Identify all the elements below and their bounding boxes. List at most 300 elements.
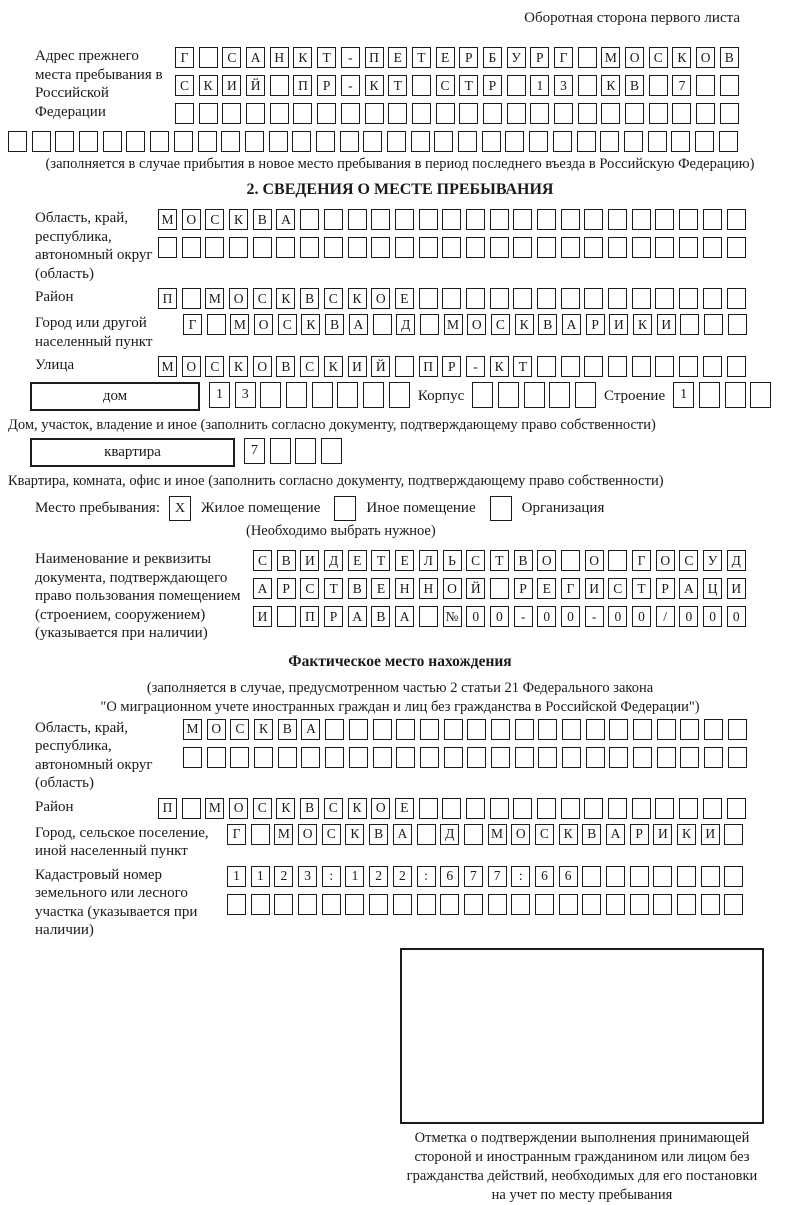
char-box[interactable] bbox=[630, 894, 649, 915]
char-box[interactable] bbox=[301, 747, 320, 768]
char-box[interactable] bbox=[507, 103, 526, 124]
char-box[interactable]: Г bbox=[554, 47, 573, 68]
char-box[interactable] bbox=[207, 314, 226, 335]
char-box[interactable] bbox=[606, 894, 625, 915]
char-box[interactable]: 1 bbox=[251, 866, 270, 887]
char-box[interactable] bbox=[727, 356, 746, 377]
char-box[interactable]: 2 bbox=[393, 866, 412, 887]
char-box[interactable] bbox=[582, 866, 601, 887]
char-box[interactable]: Т bbox=[371, 550, 390, 571]
char-box[interactable]: Е bbox=[395, 798, 414, 819]
char-box[interactable]: 1 bbox=[530, 75, 549, 96]
char-box[interactable]: К bbox=[276, 288, 295, 309]
char-box[interactable]: С bbox=[175, 75, 194, 96]
char-box[interactable] bbox=[389, 382, 410, 408]
char-box[interactable] bbox=[696, 75, 715, 96]
char-box[interactable]: И bbox=[585, 578, 604, 599]
char-box[interactable]: Т bbox=[513, 356, 532, 377]
char-box[interactable]: Е bbox=[348, 550, 367, 571]
char-box[interactable]: У bbox=[703, 550, 722, 571]
char-box[interactable] bbox=[575, 382, 596, 408]
char-box[interactable]: Ь bbox=[443, 550, 462, 571]
char-box[interactable] bbox=[419, 237, 438, 258]
char-box[interactable] bbox=[680, 747, 699, 768]
char-box[interactable] bbox=[679, 288, 698, 309]
char-box[interactable]: 6 bbox=[440, 866, 459, 887]
char-box[interactable]: Р bbox=[483, 75, 502, 96]
char-box[interactable]: 0 bbox=[632, 606, 651, 627]
char-box[interactable]: 0 bbox=[537, 606, 556, 627]
char-box[interactable] bbox=[229, 237, 248, 258]
char-box[interactable]: У bbox=[507, 47, 526, 68]
char-box[interactable] bbox=[251, 824, 270, 845]
char-box[interactable] bbox=[701, 866, 720, 887]
char-box[interactable]: В bbox=[514, 550, 533, 571]
char-box[interactable]: - bbox=[466, 356, 485, 377]
char-box[interactable]: В bbox=[325, 314, 344, 335]
char-box[interactable] bbox=[653, 894, 672, 915]
char-box[interactable]: И bbox=[653, 824, 672, 845]
char-box[interactable]: К bbox=[301, 314, 320, 335]
char-box[interactable] bbox=[553, 131, 572, 152]
char-box[interactable]: П bbox=[365, 47, 384, 68]
char-box[interactable]: К bbox=[365, 75, 384, 96]
char-box[interactable] bbox=[529, 131, 548, 152]
char-box[interactable]: М bbox=[205, 798, 224, 819]
char-box[interactable]: Г bbox=[175, 47, 194, 68]
char-box[interactable] bbox=[561, 798, 580, 819]
char-box[interactable] bbox=[530, 103, 549, 124]
char-box[interactable]: К bbox=[348, 288, 367, 309]
char-box[interactable]: М bbox=[158, 356, 177, 377]
char-box[interactable]: С bbox=[300, 356, 319, 377]
char-box[interactable] bbox=[750, 382, 771, 408]
char-box[interactable] bbox=[578, 47, 597, 68]
char-box[interactable]: 0 bbox=[703, 606, 722, 627]
char-box[interactable]: Г bbox=[561, 578, 580, 599]
char-box[interactable] bbox=[270, 103, 289, 124]
char-box[interactable]: С bbox=[324, 288, 343, 309]
char-box[interactable] bbox=[584, 209, 603, 230]
char-box[interactable]: А bbox=[606, 824, 625, 845]
char-box[interactable] bbox=[442, 237, 461, 258]
char-box[interactable] bbox=[537, 209, 556, 230]
char-box[interactable] bbox=[103, 131, 122, 152]
char-box[interactable] bbox=[396, 719, 415, 740]
char-box[interactable] bbox=[703, 209, 722, 230]
char-box[interactable] bbox=[657, 719, 676, 740]
char-box[interactable]: Т bbox=[459, 75, 478, 96]
char-box[interactable] bbox=[466, 209, 485, 230]
char-box[interactable] bbox=[562, 719, 581, 740]
char-box[interactable] bbox=[340, 131, 359, 152]
char-box[interactable]: О bbox=[207, 719, 226, 740]
char-box[interactable] bbox=[608, 798, 627, 819]
char-box[interactable] bbox=[507, 75, 526, 96]
char-box[interactable]: А bbox=[246, 47, 265, 68]
char-box[interactable] bbox=[199, 103, 218, 124]
char-box[interactable] bbox=[491, 747, 510, 768]
char-box[interactable]: С bbox=[205, 356, 224, 377]
char-box[interactable] bbox=[442, 798, 461, 819]
char-box[interactable]: Т bbox=[324, 578, 343, 599]
char-box[interactable]: С bbox=[322, 824, 341, 845]
char-box[interactable] bbox=[724, 894, 743, 915]
char-box[interactable] bbox=[608, 550, 627, 571]
char-box[interactable] bbox=[371, 209, 390, 230]
char-box[interactable]: О bbox=[467, 314, 486, 335]
char-box[interactable]: 1 bbox=[227, 866, 246, 887]
char-box[interactable]: 6 bbox=[559, 866, 578, 887]
char-box[interactable]: 0 bbox=[561, 606, 580, 627]
char-box[interactable]: К bbox=[254, 719, 273, 740]
char-box[interactable]: В bbox=[278, 719, 297, 740]
char-box[interactable]: 3 bbox=[554, 75, 573, 96]
char-box[interactable] bbox=[699, 382, 720, 408]
char-box[interactable] bbox=[464, 824, 483, 845]
char-box[interactable]: 1 bbox=[209, 382, 230, 408]
char-box[interactable] bbox=[515, 719, 534, 740]
char-box[interactable]: Р bbox=[317, 75, 336, 96]
char-box[interactable] bbox=[198, 131, 217, 152]
checkbox-organization[interactable] bbox=[490, 496, 512, 521]
char-box[interactable]: А bbox=[276, 209, 295, 230]
char-box[interactable]: М bbox=[158, 209, 177, 230]
char-box[interactable] bbox=[277, 606, 296, 627]
char-box[interactable] bbox=[537, 798, 556, 819]
char-box[interactable] bbox=[727, 209, 746, 230]
char-box[interactable] bbox=[417, 894, 436, 915]
char-box[interactable] bbox=[537, 237, 556, 258]
char-box[interactable] bbox=[511, 894, 530, 915]
char-box[interactable] bbox=[679, 209, 698, 230]
char-box[interactable]: Р bbox=[324, 606, 343, 627]
char-box[interactable] bbox=[632, 288, 651, 309]
char-box[interactable]: В bbox=[371, 606, 390, 627]
char-box[interactable]: Р bbox=[530, 47, 549, 68]
char-box[interactable] bbox=[537, 288, 556, 309]
char-box[interactable] bbox=[561, 209, 580, 230]
char-box[interactable] bbox=[205, 237, 224, 258]
char-box[interactable]: С bbox=[491, 314, 510, 335]
char-box[interactable]: О bbox=[298, 824, 317, 845]
char-box[interactable] bbox=[126, 131, 145, 152]
char-box[interactable] bbox=[584, 237, 603, 258]
char-box[interactable]: Р bbox=[277, 578, 296, 599]
char-box[interactable]: Н bbox=[395, 578, 414, 599]
char-box[interactable] bbox=[561, 356, 580, 377]
char-box[interactable] bbox=[363, 382, 384, 408]
char-box[interactable]: С bbox=[608, 578, 627, 599]
char-box[interactable]: Н bbox=[419, 578, 438, 599]
char-box[interactable] bbox=[269, 131, 288, 152]
char-box[interactable] bbox=[298, 894, 317, 915]
char-box[interactable] bbox=[728, 314, 747, 335]
char-box[interactable]: С bbox=[535, 824, 554, 845]
char-box[interactable]: О bbox=[371, 288, 390, 309]
char-box[interactable] bbox=[464, 894, 483, 915]
char-box[interactable] bbox=[317, 103, 336, 124]
char-box[interactable]: Р bbox=[442, 356, 461, 377]
char-box[interactable]: / bbox=[656, 606, 675, 627]
char-box[interactable]: 0 bbox=[727, 606, 746, 627]
char-box[interactable]: Г bbox=[183, 314, 202, 335]
char-box[interactable]: - bbox=[341, 75, 360, 96]
char-box[interactable]: О bbox=[656, 550, 675, 571]
char-box[interactable]: В bbox=[720, 47, 739, 68]
char-box[interactable]: - bbox=[585, 606, 604, 627]
char-box[interactable]: Т bbox=[388, 75, 407, 96]
char-box[interactable]: А bbox=[395, 606, 414, 627]
char-box[interactable]: Р bbox=[514, 578, 533, 599]
char-box[interactable] bbox=[727, 288, 746, 309]
char-box[interactable] bbox=[482, 131, 501, 152]
char-box[interactable] bbox=[703, 798, 722, 819]
char-box[interactable]: О bbox=[254, 314, 273, 335]
char-box[interactable] bbox=[458, 131, 477, 152]
char-box[interactable] bbox=[396, 747, 415, 768]
char-box[interactable]: С bbox=[205, 209, 224, 230]
char-box[interactable]: К bbox=[559, 824, 578, 845]
char-box[interactable] bbox=[420, 747, 439, 768]
char-box[interactable]: С bbox=[436, 75, 455, 96]
char-box[interactable] bbox=[633, 719, 652, 740]
char-box[interactable] bbox=[701, 894, 720, 915]
char-box[interactable] bbox=[559, 894, 578, 915]
char-box[interactable]: М bbox=[183, 719, 202, 740]
char-box[interactable] bbox=[728, 719, 747, 740]
char-box[interactable] bbox=[158, 237, 177, 258]
char-box[interactable] bbox=[436, 103, 455, 124]
char-box[interactable] bbox=[312, 382, 333, 408]
char-box[interactable]: О bbox=[182, 356, 201, 377]
char-box[interactable]: В bbox=[625, 75, 644, 96]
char-box[interactable] bbox=[150, 131, 169, 152]
char-box[interactable] bbox=[369, 894, 388, 915]
char-box[interactable] bbox=[466, 237, 485, 258]
char-box[interactable]: 3 bbox=[235, 382, 256, 408]
char-box[interactable] bbox=[488, 894, 507, 915]
char-box[interactable] bbox=[293, 103, 312, 124]
char-box[interactable] bbox=[561, 288, 580, 309]
char-box[interactable] bbox=[586, 719, 605, 740]
char-box[interactable] bbox=[412, 103, 431, 124]
char-box[interactable]: П bbox=[300, 606, 319, 627]
char-box[interactable] bbox=[490, 209, 509, 230]
char-box[interactable]: В bbox=[276, 356, 295, 377]
char-box[interactable]: К bbox=[515, 314, 534, 335]
char-box[interactable] bbox=[609, 747, 628, 768]
char-box[interactable] bbox=[609, 719, 628, 740]
char-box[interactable]: К bbox=[348, 798, 367, 819]
char-box[interactable] bbox=[515, 747, 534, 768]
char-box[interactable]: И bbox=[701, 824, 720, 845]
char-box[interactable] bbox=[316, 131, 335, 152]
char-box[interactable]: И bbox=[727, 578, 746, 599]
char-box[interactable] bbox=[649, 75, 668, 96]
char-box[interactable]: Д bbox=[727, 550, 746, 571]
char-box[interactable]: Д bbox=[440, 824, 459, 845]
char-box[interactable] bbox=[720, 103, 739, 124]
char-box[interactable] bbox=[417, 824, 436, 845]
char-box[interactable] bbox=[537, 356, 556, 377]
char-box[interactable]: К bbox=[229, 356, 248, 377]
char-box[interactable] bbox=[491, 719, 510, 740]
char-box[interactable]: В bbox=[253, 209, 272, 230]
char-box[interactable]: Т bbox=[317, 47, 336, 68]
char-box[interactable] bbox=[513, 237, 532, 258]
char-box[interactable] bbox=[679, 798, 698, 819]
char-box[interactable] bbox=[680, 719, 699, 740]
char-box[interactable] bbox=[466, 288, 485, 309]
char-box[interactable]: О bbox=[443, 578, 462, 599]
char-box[interactable]: Г bbox=[227, 824, 246, 845]
char-box[interactable]: Т bbox=[632, 578, 651, 599]
char-box[interactable]: 7 bbox=[244, 438, 265, 464]
char-box[interactable] bbox=[679, 356, 698, 377]
char-box[interactable]: С bbox=[300, 578, 319, 599]
char-box[interactable]: С bbox=[222, 47, 241, 68]
char-box[interactable] bbox=[467, 719, 486, 740]
char-box[interactable] bbox=[483, 103, 502, 124]
char-box[interactable]: Т bbox=[412, 47, 431, 68]
char-box[interactable]: К bbox=[324, 356, 343, 377]
char-box[interactable]: № bbox=[443, 606, 462, 627]
char-box[interactable] bbox=[387, 131, 406, 152]
char-box[interactable] bbox=[648, 131, 667, 152]
char-box[interactable] bbox=[490, 288, 509, 309]
char-box[interactable]: Р bbox=[656, 578, 675, 599]
char-box[interactable] bbox=[373, 719, 392, 740]
char-box[interactable] bbox=[524, 382, 545, 408]
char-box[interactable] bbox=[630, 866, 649, 887]
char-box[interactable] bbox=[325, 719, 344, 740]
char-box[interactable]: 0 bbox=[608, 606, 627, 627]
char-box[interactable]: П bbox=[158, 288, 177, 309]
char-box[interactable] bbox=[222, 103, 241, 124]
char-box[interactable]: Р bbox=[459, 47, 478, 68]
char-box[interactable] bbox=[395, 356, 414, 377]
char-box[interactable]: К bbox=[677, 824, 696, 845]
char-box[interactable]: Й bbox=[466, 578, 485, 599]
char-box[interactable]: В bbox=[582, 824, 601, 845]
char-box[interactable]: К bbox=[199, 75, 218, 96]
char-box[interactable]: 1 bbox=[345, 866, 364, 887]
char-box[interactable] bbox=[411, 131, 430, 152]
char-box[interactable] bbox=[251, 894, 270, 915]
char-box[interactable] bbox=[671, 131, 690, 152]
char-box[interactable]: 0 bbox=[490, 606, 509, 627]
char-box[interactable]: О bbox=[229, 288, 248, 309]
char-box[interactable]: Р bbox=[630, 824, 649, 845]
char-box[interactable] bbox=[703, 288, 722, 309]
char-box[interactable]: 1 bbox=[673, 382, 694, 408]
char-box[interactable] bbox=[221, 131, 240, 152]
char-box[interactable] bbox=[490, 578, 509, 599]
char-box[interactable] bbox=[246, 103, 265, 124]
char-box[interactable]: Л bbox=[419, 550, 438, 571]
char-box[interactable]: А bbox=[393, 824, 412, 845]
char-box[interactable] bbox=[582, 894, 601, 915]
char-box[interactable] bbox=[584, 356, 603, 377]
char-box[interactable] bbox=[672, 103, 691, 124]
char-box[interactable] bbox=[388, 103, 407, 124]
char-box[interactable]: К bbox=[345, 824, 364, 845]
char-box[interactable] bbox=[324, 209, 343, 230]
char-box[interactable]: И bbox=[348, 356, 367, 377]
char-box[interactable] bbox=[655, 209, 674, 230]
char-box[interactable] bbox=[175, 103, 194, 124]
char-box[interactable]: О bbox=[625, 47, 644, 68]
char-box[interactable] bbox=[325, 747, 344, 768]
char-box[interactable] bbox=[274, 894, 293, 915]
char-box[interactable]: В bbox=[300, 798, 319, 819]
char-box[interactable] bbox=[254, 747, 273, 768]
char-box[interactable]: Т bbox=[490, 550, 509, 571]
char-box[interactable] bbox=[538, 747, 557, 768]
char-box[interactable]: В bbox=[277, 550, 296, 571]
char-box[interactable] bbox=[725, 382, 746, 408]
char-box[interactable] bbox=[513, 288, 532, 309]
char-box[interactable] bbox=[420, 719, 439, 740]
char-box[interactable] bbox=[561, 550, 580, 571]
char-box[interactable] bbox=[695, 131, 714, 152]
char-box[interactable] bbox=[207, 747, 226, 768]
char-box[interactable]: И bbox=[222, 75, 241, 96]
char-box[interactable]: С bbox=[278, 314, 297, 335]
char-box[interactable] bbox=[472, 382, 493, 408]
char-box[interactable]: Е bbox=[537, 578, 556, 599]
char-box[interactable] bbox=[270, 438, 291, 464]
char-box[interactable]: О bbox=[511, 824, 530, 845]
char-box[interactable] bbox=[348, 237, 367, 258]
char-box[interactable] bbox=[349, 719, 368, 740]
char-box[interactable] bbox=[680, 314, 699, 335]
char-box[interactable]: - bbox=[514, 606, 533, 627]
char-box[interactable] bbox=[649, 103, 668, 124]
char-box[interactable] bbox=[538, 719, 557, 740]
char-box[interactable]: И bbox=[609, 314, 628, 335]
char-box[interactable] bbox=[341, 103, 360, 124]
char-box[interactable]: А bbox=[301, 719, 320, 740]
char-box[interactable]: А bbox=[348, 606, 367, 627]
char-box[interactable] bbox=[600, 131, 619, 152]
char-box[interactable] bbox=[720, 75, 739, 96]
char-box[interactable]: К bbox=[601, 75, 620, 96]
char-box[interactable]: К bbox=[276, 798, 295, 819]
char-box[interactable] bbox=[442, 209, 461, 230]
char-box[interactable] bbox=[245, 131, 264, 152]
char-box[interactable] bbox=[703, 356, 722, 377]
char-box[interactable]: С bbox=[324, 798, 343, 819]
char-box[interactable] bbox=[584, 288, 603, 309]
char-box[interactable]: О bbox=[253, 356, 272, 377]
char-box[interactable] bbox=[55, 131, 74, 152]
char-box[interactable] bbox=[260, 382, 281, 408]
char-box[interactable]: 6 bbox=[535, 866, 554, 887]
char-box[interactable]: Б bbox=[483, 47, 502, 68]
char-box[interactable] bbox=[8, 131, 27, 152]
char-box[interactable] bbox=[412, 75, 431, 96]
char-box[interactable] bbox=[419, 288, 438, 309]
char-box[interactable] bbox=[728, 747, 747, 768]
char-box[interactable]: М bbox=[444, 314, 463, 335]
char-box[interactable]: К bbox=[293, 47, 312, 68]
char-box[interactable]: С bbox=[230, 719, 249, 740]
char-box[interactable]: О bbox=[537, 550, 556, 571]
char-box[interactable] bbox=[345, 894, 364, 915]
char-box[interactable] bbox=[704, 719, 723, 740]
